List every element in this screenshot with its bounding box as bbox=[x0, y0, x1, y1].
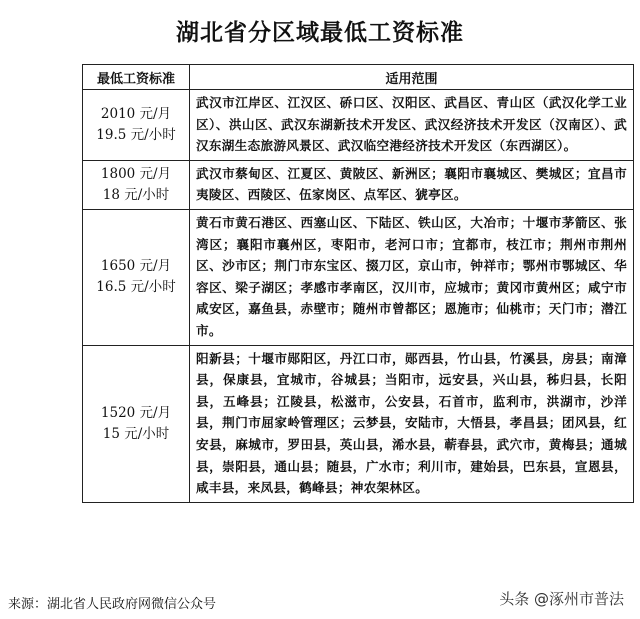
wage-standard-cell bbox=[83, 160, 190, 209]
wage-standard-cell bbox=[83, 345, 190, 502]
table-row bbox=[83, 90, 634, 161]
wage-table bbox=[82, 64, 634, 503]
monthly-wage: 1520 元/月 bbox=[100, 404, 172, 421]
monthly-wage: 1800 元/月 bbox=[100, 165, 172, 182]
page-title: 湖北省分区域最低工资标准 bbox=[176, 19, 464, 46]
table-header-row bbox=[83, 65, 634, 90]
wage-standard-cell bbox=[83, 90, 190, 161]
wage-standard-cell bbox=[83, 209, 190, 345]
hourly-wage: 18 元/小时 bbox=[102, 186, 170, 203]
monthly-wage: 1650 元/月 bbox=[100, 258, 172, 275]
table-row bbox=[83, 209, 634, 345]
hourly-wage: 19.5 元/小时 bbox=[96, 126, 176, 143]
watermark: 头条 @涿州市普法 bbox=[499, 590, 624, 608]
header-scope: 适用范围 bbox=[190, 65, 634, 90]
table-row bbox=[83, 160, 634, 209]
applicable-areas: 黄石市黄石港区、西塞山区、下陆区、铁山区，大冶市；十堰市茅箭区、张湾区；襄阳市襄州区，枣阳市，老河口市；宜都市，枝江市；荆州市荆州区、沙市区；荆门市东宝区、掇刀区，京山市，钟祥市；鄂州市鄂城区、华容区、梁子湖区；孝感市孝南区，汉川市，应城市；黄冈市黄州区；咸宁市咸安区，嘉鱼县，赤壁市；随州市曾都区；恩施市；仙桃市；天门市；潜江市。 bbox=[190, 209, 634, 345]
applicable-areas: 武汉市江岸区、江汉区、硚口区、汉阳区、武昌区、青山区（武汉化学工业区）、洪山区、武汉东湖新技术开发区、武汉经济技术开发区（汉南区）、武汉东湖生态旅游风景区、武汉临空港经济技术开发区（东西湖区）。 bbox=[190, 90, 634, 161]
hourly-wage: 16.5 元/小时 bbox=[96, 279, 176, 296]
monthly-wage: 2010 元/月 bbox=[100, 105, 172, 122]
header-standard: 最低工资标准 bbox=[83, 65, 190, 90]
applicable-areas: 阳新县；十堰市郧阳区，丹江口市，郧西县，竹山县，竹溪县，房县；南漳县，保康县，宜城市，谷城县；当阳市，远安县，兴山县，秭归县，长阳县，五峰县；江陵县，松滋市，公安县，石首市，监利市，洪湖市，沙洋县，荆门市屈家岭管理区；云梦县，安陆市，大悟县，孝昌县；团风县，红安县，麻城市，罗田县，英山县，浠水县，蕲春县，武穴市，黄梅县；通城县，崇阳县，通山县；随县，广水市；利川市，建始县，巴东县，宣恩县，咸丰县，来凤县，鹤峰县；神农架林区。 bbox=[190, 345, 634, 502]
table-row bbox=[83, 345, 634, 502]
source-caption: 来源：湖北省人民政府网微信公众号 bbox=[8, 597, 217, 612]
applicable-areas: 武汉市蔡甸区、江夏区、黄陂区、新洲区；襄阳市襄城区、樊城区；宜昌市夷陵区、西陵区、伍家岗区、点军区、猇亭区。 bbox=[190, 160, 634, 209]
hourly-wage: 15 元/小时 bbox=[102, 425, 170, 442]
